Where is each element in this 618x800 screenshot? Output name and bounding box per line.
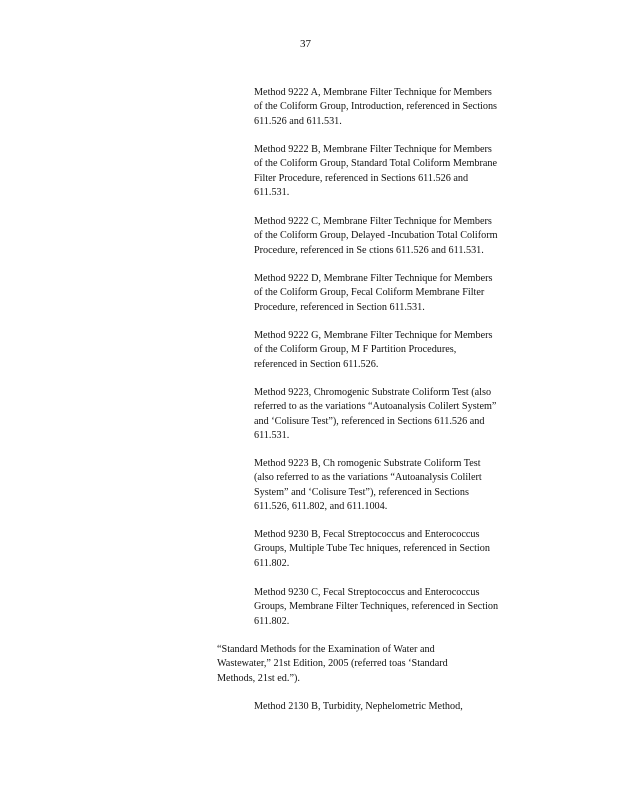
reference-entry-9230b: Method 9230 B, Fecal Streptococcus and Enterococcus Groups, Multiple Tube Tec hniques, referenced in Section 611.802. bbox=[254, 529, 490, 569]
reference-entry-9222b: Method 9222 B, Membrane Filter Technique for Members of the Coliform Group, Standard Total Coliform Membrane Filter Procedure, referenced in Sections 611.526 and 611.531. bbox=[254, 144, 497, 199]
page-number: 37 bbox=[300, 38, 311, 50]
reference-entry-2130b: Method 2130 B, Turbidity, Nephelometric Method, bbox=[254, 701, 463, 712]
reference-entry-9223: Method 9223, Chromogenic Substrate Coliform Test (also referred to as the variations “Autoanalysis Colilert System” and ‘Colisure Test”), referenced in Sections 611.526 and 611.531. bbox=[254, 387, 497, 442]
standard-methods-citation: “Standard Methods for the Examination of Water and Wastewater,” 21st Edition, 2005 (referred toas ‘Standard Methods, 21st ed.”). bbox=[217, 644, 448, 684]
reference-entry-9230c: Method 9230 C, Fecal Streptococcus and Enterococcus Groups, Membrane Filter Techniques, referenced in Section 611.802. bbox=[254, 587, 499, 627]
reference-entry-9223b: Method 9223 B, Ch romogenic Substrate Coliform Test (also referred to as the variations “Autoanalysis Colilert System” and ‘Colisure Test”), referenced in Sections 611.526, 611.802, and 611.1004. bbox=[254, 458, 482, 513]
reference-entry-9222d: Method 9222 D, Membrane Filter Technique for Members of the Coliform Group, Fecal Coliform Membrane Filter Procedure, referenced in Section 611.531. bbox=[254, 273, 493, 313]
reference-entry-9222g: Method 9222 G, Membrane Filter Technique for Members of the Coliform Group, M F Partition Procedures, referenced in Section 611.526. bbox=[254, 330, 493, 370]
reference-entry-9222c: Method 9222 C, Membrane Filter Technique for Members of the Coliform Group, Delayed -Incubation Total Coliform Procedure, referenced in Se ctions 611.526 and 611.531. bbox=[254, 216, 498, 256]
reference-entry-9222a: Method 9222 A, Membrane Filter Technique for Members of the Coliform Group, Introduction, referenced in Sections 611.526 and 611.531. bbox=[254, 87, 498, 127]
